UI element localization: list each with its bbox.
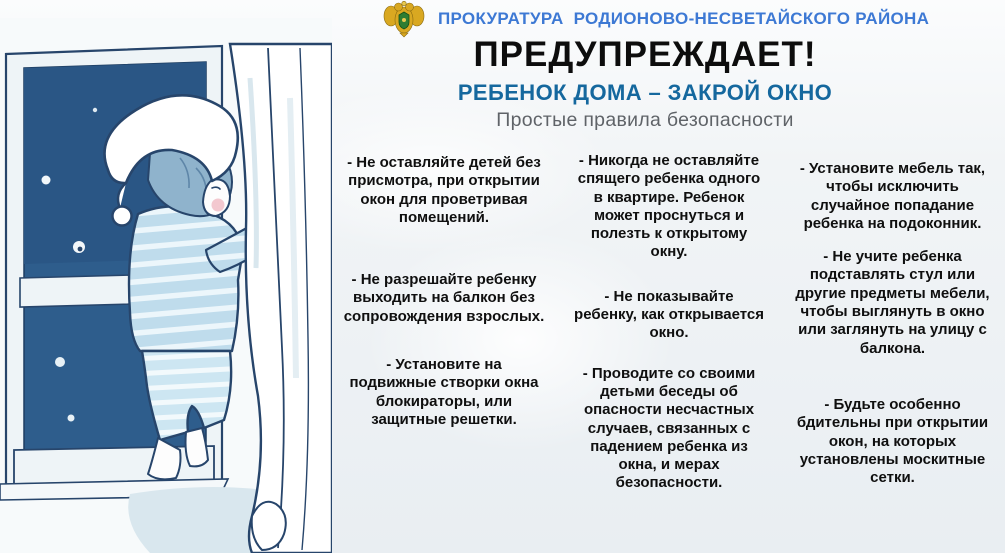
rule-item: - Не оставляйте детей без присмотра, при открытии окон для проветривая помещений.	[347, 154, 541, 226]
title-block	[425, 35, 865, 132]
child-at-window-illustration	[0, 18, 332, 553]
rule-item: - Не показывайте ребенку, как открывается окно.	[574, 287, 764, 342]
title-tagline: Простые правила безопасности	[496, 109, 794, 131]
header-org-label: ПРОКУРАТУРА РОДИОНОВО-НЕСВЕТАЙСКОГО РАЙОНА	[438, 9, 930, 28]
rules-column-2	[558, 140, 780, 493]
rule-item: - Никогда не оставляйте спящего ребенка одного в квартире. Ребенок может проснуться и полезть к открытому окну.	[577, 152, 761, 261]
header	[383, 0, 929, 38]
rules-column-3	[780, 140, 1005, 493]
title-warns: ПРЕДУПРЕЖДАЕТ!	[473, 35, 817, 74]
prosecutor-eagle-emblem-icon	[383, 0, 425, 38]
rule-item: - Установите на подвижные створки окна блокираторы, или защитные решетки.	[349, 356, 539, 428]
rule-item: - Не разрешайте ребенку выходить на балкон без сопровождения взрослых.	[343, 271, 545, 325]
rule-item: - Будьте особенно бдительны при открытии окон, на которых установлены москитные сетки.	[796, 395, 989, 487]
rule-item: - Установите мебель так, чтобы исключить случайное попадание ребенка на подоконник.	[799, 160, 986, 232]
rule-item: - Проводите со своими детьми беседы об опасности несчастных случаев, связанных с падением ребенка из окна, и мерах безопасности.	[582, 364, 756, 492]
rule-item: - Не учите ребенка подставлять стул или другие предметы мебели, чтобы выглянуть в окно или заглянуть на улицу с балкона.	[795, 248, 990, 357]
title-subtitle: РЕБЕНОК ДОМА – ЗАКРОЙ ОКНО	[457, 80, 833, 105]
rules-column-1	[330, 140, 558, 493]
rules-columns	[330, 140, 1005, 493]
